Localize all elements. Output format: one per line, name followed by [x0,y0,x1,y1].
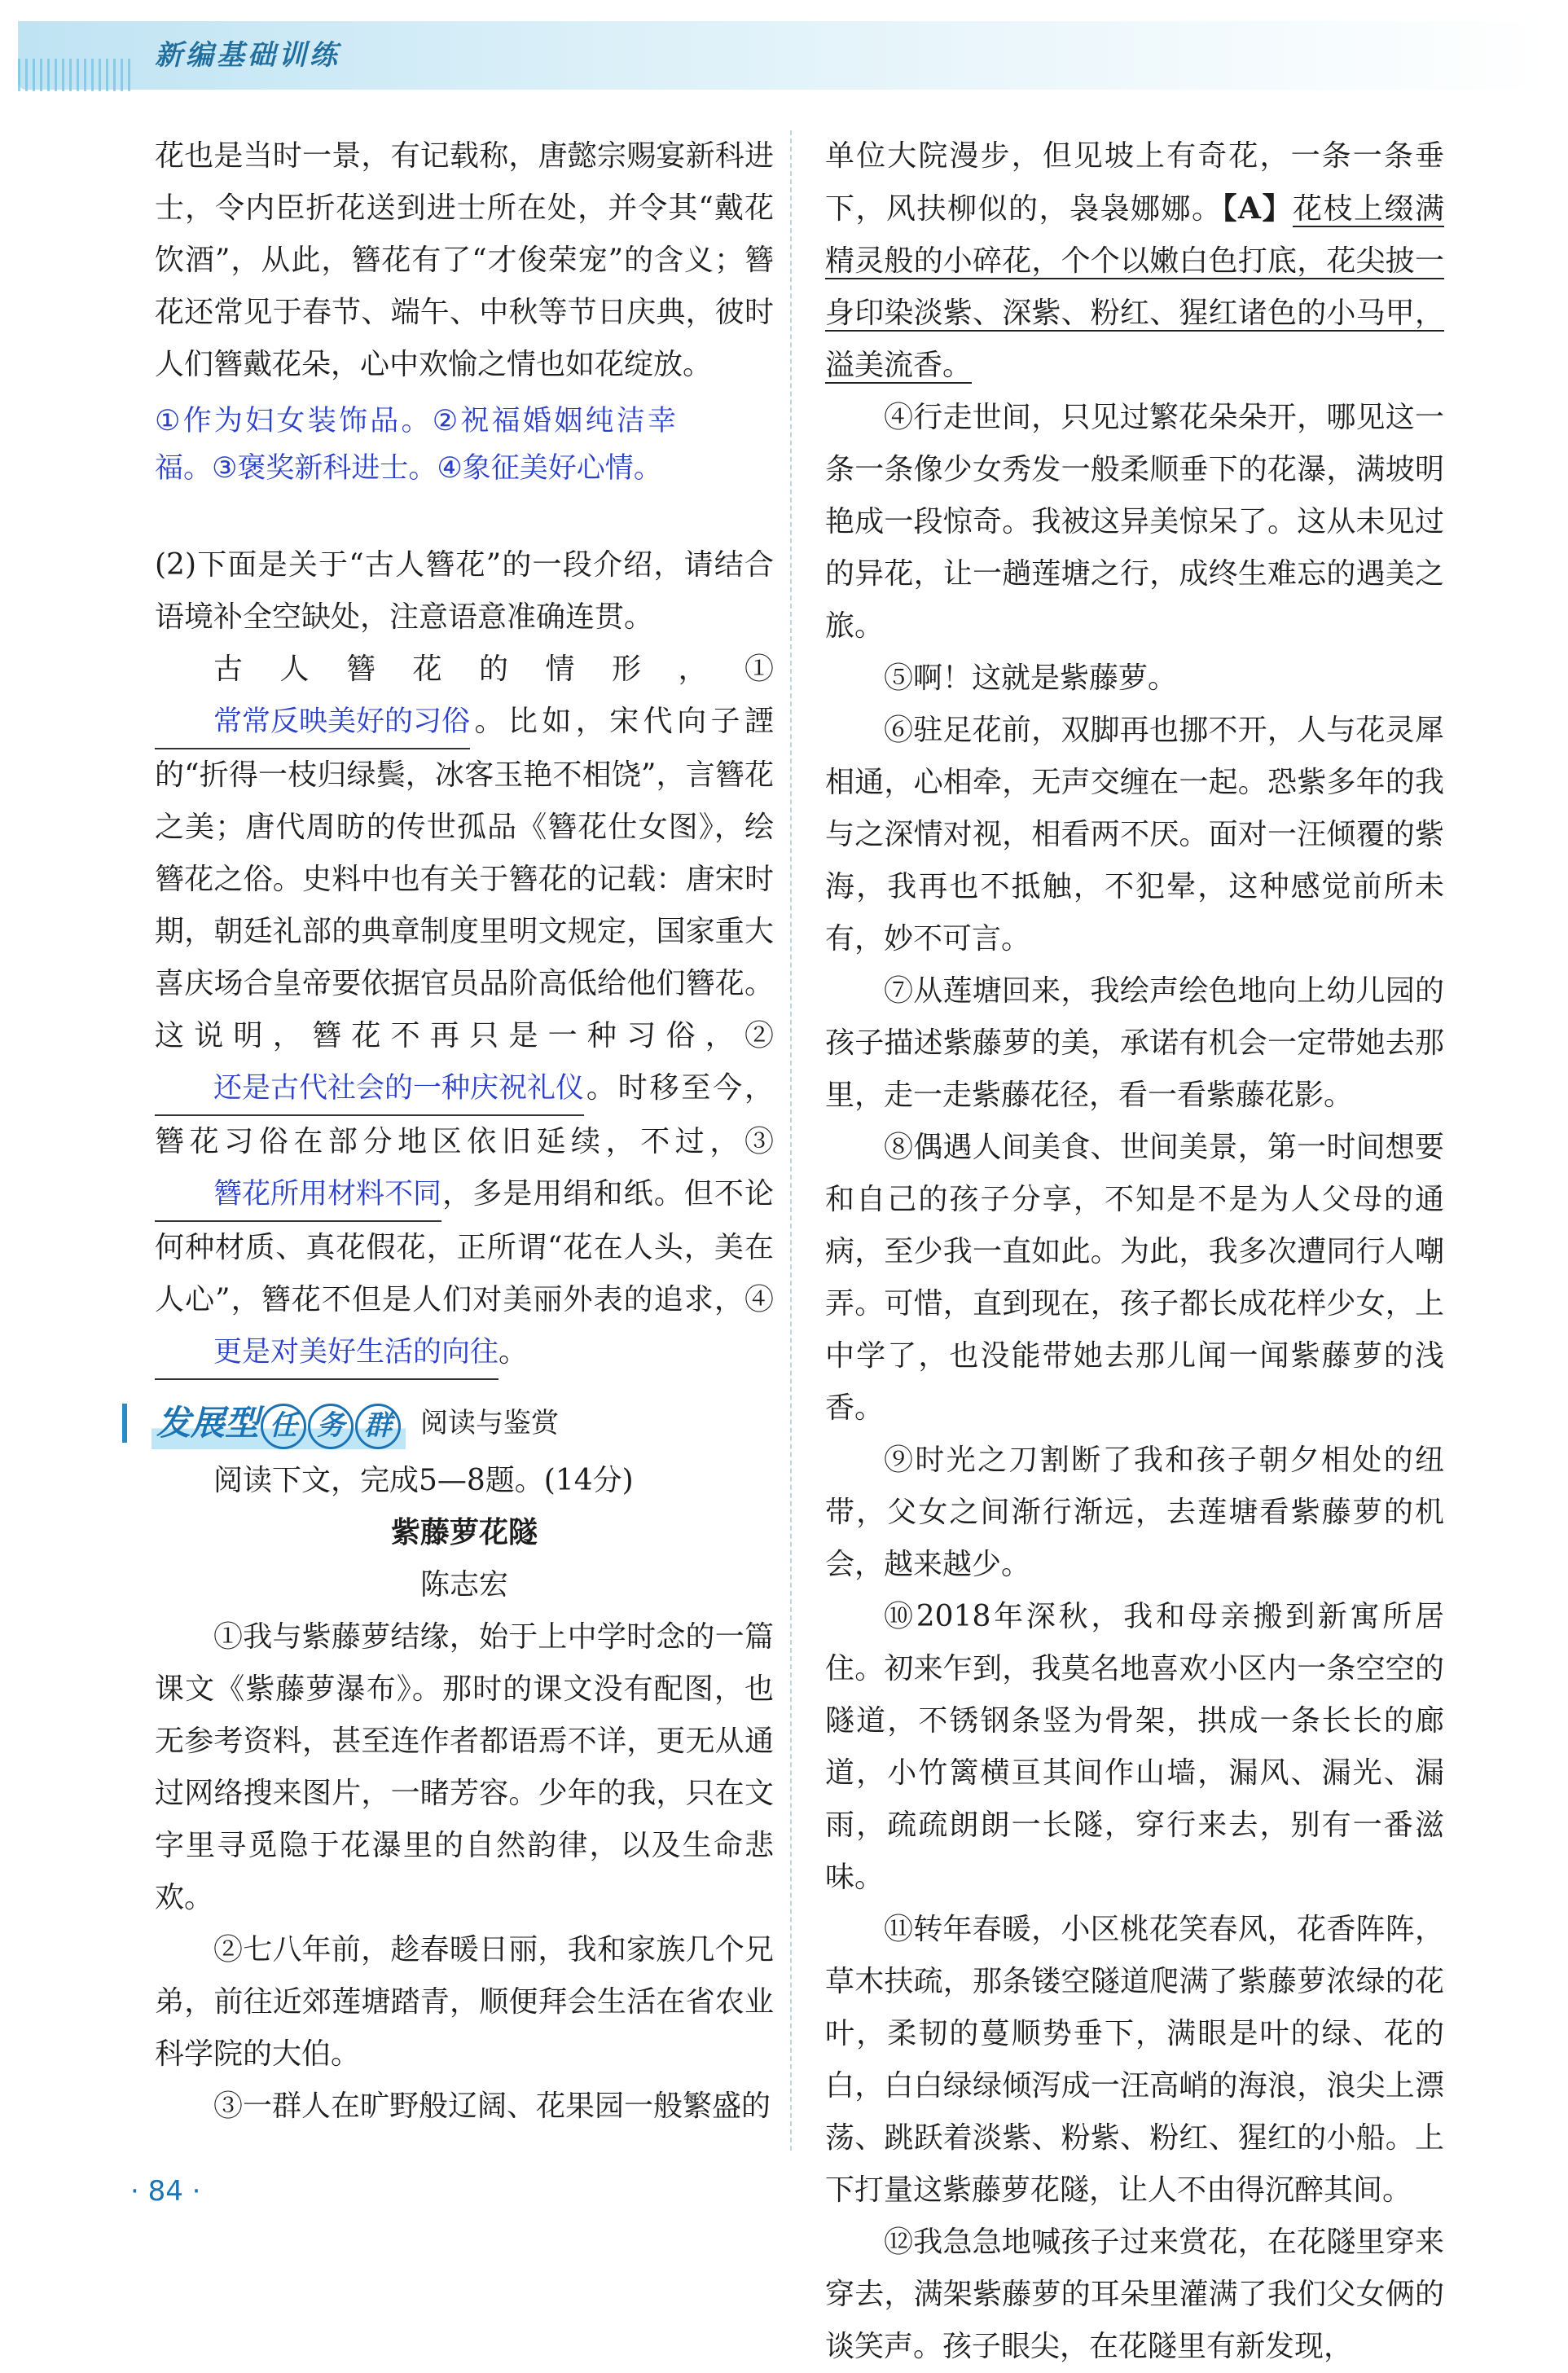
section-circle-2: 务 [308,1404,354,1449]
essay-para-3: ③一群人在旷野般辽阔、花果园一般繁盛的 [213,2090,771,2123]
section-label-text: 发展型 [156,1403,260,1443]
instruction: 阅读下文，完成5—8题。(14分) [213,1464,634,1497]
fill-text-a2: 。比如，宋代向子諲的“折得一枝归绿鬓，冰客玉艳不相饶”，言簪花之美；唐代周昉的传世孤品《簪花仕女图》，绘簪花之俗。史料中也有关于簪花的记载：唐宋时期，朝廷礼部的典章制度里明文规定，国家重大喜庆场合皇帝要依据官员品阶高低给他们簪花。这说明，簪花不再只是一种习俗，② [155,705,774,1052]
header-stripes [18,59,132,91]
fill-text-a3: 。时移至今，簪花习俗在部分地区依旧延续，不过，③ [155,1071,774,1158]
column-divider [790,130,792,2151]
question-2: (2)下面是关于“古人簪花”的一段介绍，请结合语境补全空缺处，注意语意准确连贯。 [155,548,774,634]
fill-blank-1: 常常反映美好的习俗 [155,696,470,749]
essay-para-8: ⑧偶遇人间美食、世间美景，第一时间想要和自己的孩子分享，不知是不是为人父母的通病，至少我一直如此。为此，我多次遭同行人嘲弄。可惜，直到现在，孩子都长成花样少女，上中学了，也没能带她去那儿闻一闻紫藤萝的浅香。 [825,1131,1444,1425]
section-subtitle: 阅读与鉴赏 [420,1407,560,1439]
section-circle-3: 群 [355,1404,401,1449]
para3-text: 单位大院漫步，但见坡上有奇花，一条一条垂下，风扶柳似的，袅袅娜娜。 [825,139,1444,226]
fill-paragraph [155,644,774,1380]
fill-text-a4: ，多是用绢和纸。但不论何种材质、真花假花，正所谓“花在人头，美在人心”，簪花不但是人们对美丽外表的追求，④ [155,1177,774,1316]
essay-para-5: ⑤啊！这就是紫藤萝。 [884,661,1178,695]
header-title: 新编基础训练 [155,39,340,72]
intro-paragraph: 花也是当时一景，有记载称，唐懿宗赐宴新科进士，令内臣折花送到进士所在处，并令其“戴花饮酒”，从此，簪花有了“才俊荣宠”的含义；簪花还常见于春节、端午、中秋等节日庆典，彼时人们簪戴花朵，心中欢愉之情也如花绽放。 [155,139,774,381]
fill-blank-4: 更是对美好生活的向往 [155,1326,499,1380]
essay-para-12: ⑫我急急地喊孩子过来赏花，在花隧里穿来穿去，满架紫藤萝的耳朵里灌满了我们父女俩的谈笑声。孩子眼尖，在花隧里有新发现， [825,2226,1444,2363]
section-bar [122,1404,152,1443]
essay-para-3-cont [825,130,1444,392]
essay-para-1: ①我与紫藤萝结缘，始于上中学时念的一篇课文《紫藤萝瀑布》。那时的课文没有配图，也无参考资料，甚至连作者都语焉不详，更无从通过网络搜来图片，一睹芳容。少年的我，只在文字里寻觅隐于花瀑里的自然韵律，以及生命悲欢。 [155,1620,774,1914]
essay-para-11: ⑪转年春暖，小区桃花笑春风，花香阵阵，草木扶疏，那条镂空隧道爬满了紫藤萝浓绿的花叶，柔韧的蔓顺势垂下，满眼是叶的绿、花的白，白白绿绿倾泻成一汪高峭的海浪，浪尖上漂荡、跳跃着淡紫、粉紫、粉红、猩红的小船。上下打量这紫藤萝花隧，让人不由得沉醉其间。 [825,1913,1444,2207]
essay-author: 陈志宏 [419,1568,508,1602]
fill-text-a5: 。 [499,1335,529,1369]
para3-underlined: 花枝上缀满精灵般的小碎花，个个以嫩白色打底，花尖披一身印染淡紫、深紫、粉红、猩红诸色的小马甲，溢美流香。 [825,192,1444,382]
essay-para-4: ④行走世间，只见过繁花朵朵开，哪见这一条一条像少女秀发一般柔顺垂下的花瀑，满坡明艳成一段惊奇。我被这异美惊呆了。这从未见过的异花，让一趟莲塘之行，成终生难忘的遇美之旅。 [825,401,1444,643]
essay-para-7: ⑦从莲塘回来，我绘声绘色地向上幼儿园的孩子描述紫藤萝的美，承诺有机会一定带她去那里，走一走紫藤花径，看一看紫藤花影。 [825,974,1444,1112]
section-label [152,1397,406,1449]
essay-para-9: ⑨时光之刀割断了我和孩子朝夕相处的纽带，父女之间渐行渐远，去莲塘看紫藤萝的机会，越来越少。 [825,1444,1444,1581]
fill-blank-3: 簪花所用材料不同 [155,1168,441,1222]
answer-1: ①作为妇女装饰品。②祝福婚姻纯洁幸福。③褒奖新科进士。④象征美好心情。 [155,405,676,485]
section-circle-1: 任 [261,1404,306,1449]
fill-text-a1: 古人簪花的情形，① [213,653,774,686]
right-column [825,130,1444,2373]
page-number: · 84 · [130,2175,201,2208]
left-column [155,130,774,2133]
fill-blank-2: 还是古代社会的一种庆祝礼仪 [155,1062,584,1116]
section-heading [122,1395,774,1452]
marker-a: 【A】 [1222,191,1293,226]
essay-para-6: ⑥驻足花前，双脚再也挪不开，人与花灵犀相通，心相牵，无声交缠在一起。恐紫多年的我与之深情对视，相看两不厌。面对一汪倾覆的紫海，我再也不抵触，不犯晕，这种感觉前所未有，妙不可言。 [825,714,1444,956]
essay-para-2: ②七八年前，趁春暖日丽，我和家族几个兄弟，前往近郊莲塘踏青，顺便拜会生活在省农业科学院的大伯。 [155,1933,774,2071]
essay-para-10: ⑩2018年深秋，我和母亲搬到新寓所居住。初来乍到，我莫名地喜欢小区内一条空空的隧道，不锈钢条竖为骨架，拱成一条长长的廊道，小竹篱横亘其间作山墙，漏风、漏光、漏雨，疏疏朗朗一长隧，穿行来去，别有一番滋味。 [825,1600,1444,1894]
essay-title: 紫藤萝花隧 [390,1516,538,1549]
